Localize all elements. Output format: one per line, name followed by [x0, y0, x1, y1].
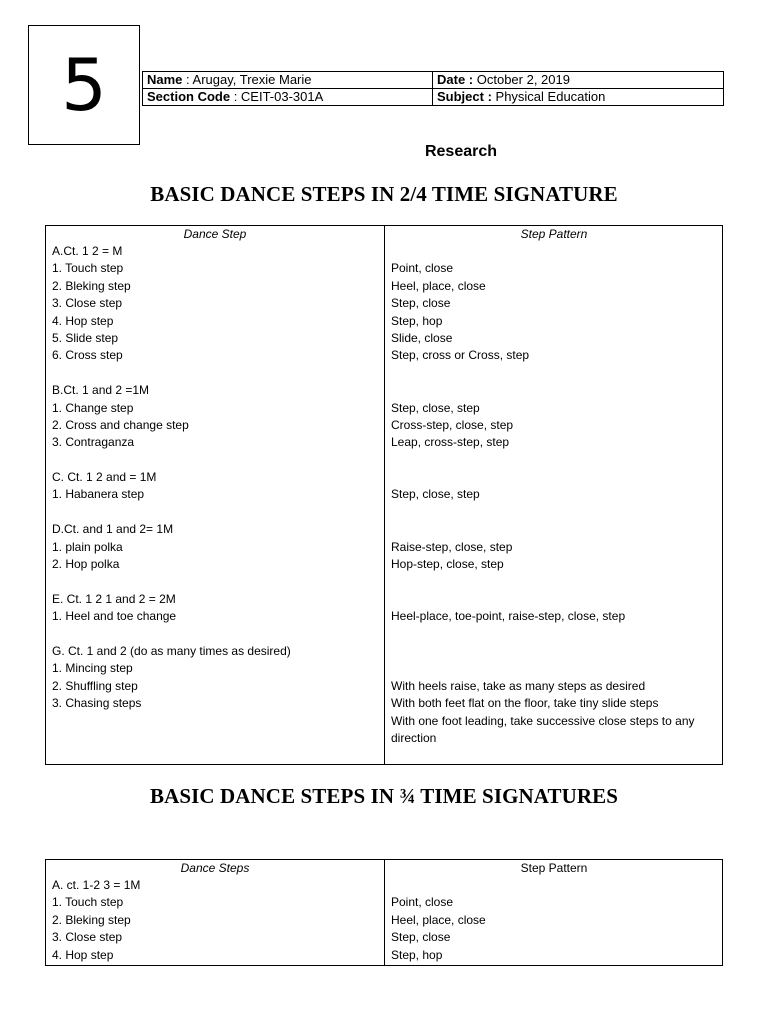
step-pattern-cell: Heel, place, close: [391, 278, 486, 293]
dance-step-cell: [52, 573, 382, 590]
step-pattern-cell: [391, 365, 717, 382]
info-row: [143, 72, 724, 89]
step-pattern-cell: Point, close: [391, 261, 454, 276]
step-pattern-cell: With both feet flat on the floor, take tiny slide steps: [391, 696, 659, 711]
column-header-step-pattern: Step Pattern: [520, 861, 588, 875]
dance-step-cell: 1. Habanera step: [52, 487, 145, 502]
date-value: October 2, 2019: [473, 72, 570, 87]
dance-step-cell: 5. Slide step: [52, 330, 119, 345]
column-header-dance-step: Dance Step: [183, 227, 247, 241]
info-row: [143, 89, 724, 106]
dance-step-cell: B.Ct. 1 and 2 =1M: [52, 383, 150, 398]
step-pattern-cell: [391, 382, 717, 399]
step-pattern-column: [391, 877, 717, 964]
column-header-dance-steps: Dance Steps: [180, 861, 250, 875]
step-pattern-cell: Step, close, step: [391, 400, 480, 415]
dance-step-cell: A. ct. 1-2 3 = 1M: [52, 878, 141, 892]
column-header-step-pattern: Step Pattern: [520, 227, 588, 241]
research-label: Research: [424, 143, 498, 160]
section-value: : CEIT-03-301A: [230, 89, 324, 104]
dance-step-cell: 3. Close step: [52, 296, 123, 311]
step-pattern-cell: [391, 660, 717, 677]
dance-step-cell: D.Ct. and 1 and 2= 1M: [52, 522, 174, 537]
step-pattern-cell: Raise-step, close, step: [391, 539, 513, 554]
dance-step-cell: 1. Touch step: [52, 895, 124, 910]
dance-step-cell: 3. Contraganza: [52, 435, 135, 450]
dance-step-cell: 3. Close step: [52, 930, 123, 945]
dance-step-cell: 1. Touch step: [52, 261, 124, 276]
dance-step-cell: 1. Change step: [52, 400, 134, 415]
step-pattern-cell: [391, 521, 717, 538]
dance-step-cell: C. Ct. 1 2 and = 1M: [52, 470, 157, 485]
dance-step-cell: 2. Hop polka: [52, 557, 120, 572]
date-cell: [433, 72, 724, 89]
dance-step-cell: 4. Hop step: [52, 947, 114, 962]
dance-step-cell: 4. Hop step: [52, 313, 114, 328]
name-value: : Arugay, Trexie Marie: [182, 72, 312, 87]
dance-step-cell: 2. Cross and change step: [52, 417, 189, 432]
dance-step-column: [52, 243, 382, 730]
step-pattern-cell: Cross-step, close, step: [391, 417, 514, 432]
dance-step-cell: A.Ct. 1 2 = M: [52, 244, 123, 258]
subject-cell: [433, 89, 724, 106]
step-pattern-cell: [391, 469, 717, 486]
section-label: Section Code: [147, 89, 231, 104]
dance-step-cell: 1. plain polka: [52, 539, 123, 554]
dance-step-cell: 1. Heel and toe change: [52, 609, 177, 624]
step-pattern-cell: Leap, cross-step, step: [391, 435, 510, 450]
dance-step-cell: 6. Cross step: [52, 348, 123, 363]
dance-step-cell: 3. Chasing steps: [52, 696, 142, 711]
step-pattern-cell: Step, close: [391, 930, 451, 945]
step-pattern-cell: Step, hop: [391, 313, 443, 328]
step-pattern-cell: With one foot leading, take successive close steps to any direction: [391, 713, 695, 745]
step-pattern-cell: [391, 643, 717, 660]
date-label: Date :: [437, 72, 474, 87]
step-pattern-cell: [391, 573, 717, 590]
step-pattern-cell: [391, 591, 717, 608]
dance-step-cell: 2. Shuffling step: [52, 678, 138, 693]
dance-step-cell: 1. Mincing step: [52, 661, 133, 676]
step-pattern-cell: [391, 626, 717, 643]
step-pattern-cell: Heel, place, close: [391, 912, 486, 927]
student-info-table: [142, 71, 724, 106]
step-pattern-cell: [391, 504, 717, 521]
dance-step-cell: [52, 626, 382, 643]
subject-label: Subject :: [437, 89, 492, 104]
dance-step-cell: [52, 452, 382, 469]
step-pattern-cell: With heels raise, take as many steps as desired: [391, 678, 646, 693]
step-pattern-cell: Step, hop: [391, 947, 443, 962]
dance-step-cell: [52, 713, 382, 730]
step-pattern-cell: Heel-place, toe-point, raise-step, close, step: [391, 609, 626, 624]
page-number: 5: [61, 43, 107, 127]
dance-steps-table-2-4: [45, 225, 723, 765]
step-pattern-cell: Hop-step, close, step: [391, 557, 504, 572]
column-divider: [384, 226, 385, 764]
page-number-box: [28, 25, 140, 145]
dance-step-cell: G. Ct. 1 and 2 (do as many times as desired): [52, 643, 291, 658]
dance-steps-table-3-4: [45, 859, 723, 966]
dance-step-cell: 2. Bleking step: [52, 912, 131, 927]
step-pattern-cell: [391, 452, 717, 469]
dance-step-cell: E. Ct. 1 2 1 and 2 = 2M: [52, 591, 176, 606]
step-pattern-cell: Step, close, step: [391, 487, 480, 502]
subject-value: Physical Education: [491, 89, 606, 104]
step-pattern-cell: [391, 877, 717, 894]
section-heading-3-4: BASIC DANCE STEPS IN ¾ TIME SIGNATURES: [149, 784, 619, 808]
section-heading-2-4: BASIC DANCE STEPS IN 2/4 TIME SIGNATURE: [150, 182, 618, 206]
step-pattern-cell: Step, cross or Cross, step: [391, 348, 530, 363]
section-cell: [143, 89, 433, 106]
step-pattern-cell: Point, close: [391, 895, 454, 910]
name-cell: [143, 72, 433, 89]
dance-step-cell: [52, 504, 382, 521]
dance-step-cell: 2. Bleking step: [52, 278, 131, 293]
name-label: Name: [147, 72, 183, 87]
step-pattern-cell: Slide, close: [391, 330, 453, 345]
dance-step-cell: [52, 365, 382, 382]
step-pattern-column: [391, 243, 717, 747]
dance-step-column: [52, 877, 382, 964]
step-pattern-cell: [391, 243, 717, 260]
step-pattern-cell: Step, close: [391, 296, 451, 311]
